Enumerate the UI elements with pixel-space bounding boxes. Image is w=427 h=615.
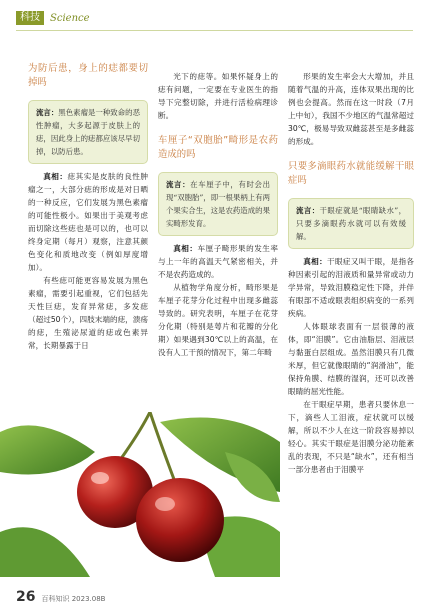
truth-text: 干眼症又叫干眼，是指各种因素引起的泪液质和量异常或动力学异常，导致泪膜稳定性下降，并伴有眼部不适或眼表组织病变的一系列疾病。 (288, 257, 415, 318)
truth-label: 真相： (43, 172, 68, 181)
article-heading-cherries: 车厘子“双胞胎”畸形是农药造成的吗 (158, 135, 278, 160)
section-header (16, 10, 90, 26)
rumor-label: 流言： (166, 180, 191, 189)
page-footer (16, 589, 105, 605)
rumor-box (28, 100, 148, 164)
rumor-box (158, 172, 278, 236)
truth-paragraph (288, 255, 414, 320)
body-paragraph: 从植物学角度分析，畸形果是车厘子花芽分化过程中出现多雌蕊导致的。研究表明，车厘子在花芽分化期（特别是萼片和花瓣的分化期）如果遇到30℃以上的高温，在没有人工干预的情况下，第二年畸 (158, 283, 278, 357)
rumor-box (288, 198, 414, 249)
section-tag-en: Science (50, 12, 90, 24)
body-paragraph: 有些痣可能更容易发展为黑色素瘤，需要引起重视，它们包括先天性巨痣，发育异常痣，多发痣（超过50个），四肢末端的痣，溃疡的痣，生殖泌尿道的痣或色素异常，长期暴露于日 (28, 276, 148, 350)
truth-text: 痣其实是皮肤的良性肿瘤之一，大部分痣的形成是对日晒的一种反应，它们发展为黑色素瘤的可能性极小。如果出于美观考虑而切除这些痣也是可以的，也可以终身定期（每月）观察，注意其颜色变化和质地改变（例如厚度增加）。 (28, 172, 149, 272)
truth-paragraph (158, 242, 278, 281)
rumor-label: 流言： (36, 108, 59, 117)
column-3 (288, 70, 414, 476)
cherry-highlight (91, 472, 109, 484)
column-2 (158, 70, 278, 359)
column-1 (28, 58, 148, 352)
header-divider (16, 30, 413, 31)
body-paragraph: 在干眼症早期，患者只要休息一下，滴些人工泪液，症状就可以缓解，所以不少人在这一阶段容易掉以轻心。其实干眼症是泪膜分泌功能紊乱的表现，不只是“缺水”，还有相当一部分患者由于泪膜平 (288, 400, 414, 474)
truth-label: 真相： (303, 257, 328, 266)
truth-label: 真相： (173, 244, 198, 253)
page-number: 26 (16, 589, 36, 605)
rumor-label: 流言： (296, 206, 320, 215)
body-paragraph: 形果的发生率会大大增加，并且随着气温的升高，连体双果出现的比例也会提高。然而在这一时段（7月上中旬），我国不少地区的气温常超过30℃，极易导致双雌蕊甚至是多雌蕊的形成。 (288, 72, 414, 146)
truth-text: 车厘子畸形果的发生率与上一年的高温天气紧密相关，并不是农药造成的。 (158, 244, 279, 279)
truth-paragraph (28, 170, 148, 274)
article-heading-dry-eye: 只要多滴眼药水就能缓解干眼症吗 (288, 161, 414, 186)
body-paragraph: 光下的痣等。如果怀疑身上的痣有问题，一定要在专业医生的指导下完整切除，并进行活检病理诊断。 (158, 72, 278, 120)
article-heading-moles: 为防后患，身上的痣都要切掉吗 (28, 63, 148, 88)
rumor-text: 干眼症就是“眼睛缺水”，只要多滴眼药水就可以有效缓解。 (296, 206, 406, 241)
rumor-text: 黑色素瘤是一种致命的恶性肿瘤，大多起源于皮肤上的痣，因此身上的痣都应该尽早切掉，以防后患。 (36, 108, 140, 156)
cherries-photo (0, 412, 280, 577)
magazine-issue: 百科知识 2023.08B (41, 595, 106, 603)
cherry (136, 478, 224, 562)
rumor-text: 在车厘子中，有时会出现“双胞胎”，即一根果柄上有两个果实合生，这是农药造成的果实畸形发育。 (166, 180, 270, 228)
section-tag: 科技 (16, 11, 44, 25)
cherry-highlight (155, 497, 175, 511)
body-paragraph: 人体眼球表面有一层很薄的液体，即“泪膜”。它由油脂层、泪液层与黏蛋白层组成。虽然泪膜只有几微米厚，但它就像眼睛的“润滑油”，能保持角膜、结膜的湿润，还可以改善眼睛的屈光性能。 (288, 322, 414, 396)
